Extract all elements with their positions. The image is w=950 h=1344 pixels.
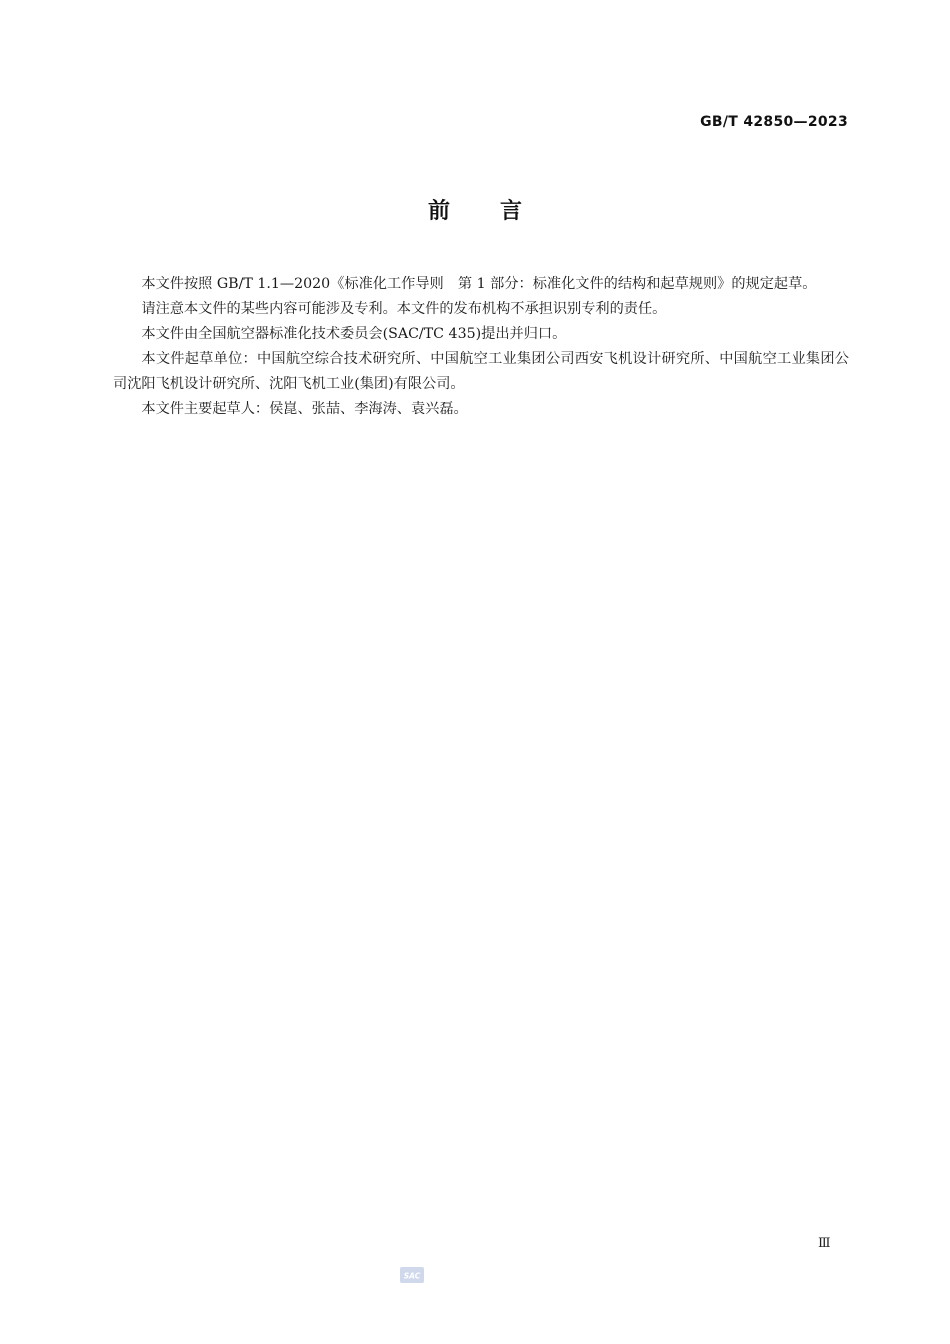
title-char-2: 言	[500, 199, 523, 224]
paragraph-drafters: 本文件主要起草人：侯崑、张喆、李海涛、袁兴磊。	[141, 401, 468, 417]
foreword-body	[113, 272, 849, 422]
svg-text:SAC: SAC	[403, 1271, 421, 1281]
sac-watermark-logo	[399, 1265, 425, 1285]
paragraph-drafting-rules: 本文件按照 GB/T 1.1—2020《标准化工作导则 第 1 部分：标准化文件的结构和起草规则》的规定起草。	[141, 276, 817, 292]
page-title	[0, 194, 950, 225]
title-char-1: 前	[427, 199, 450, 224]
paragraph-patent-notice: 请注意本文件的某些内容可能涉及专利。本文件的发布机构不承担识别专利的责任。	[141, 301, 667, 317]
standard-code: GB/T 42850—2023	[700, 114, 848, 130]
paragraph-committee: 本文件由全国航空器标准化技术委员会(SAC/TC 435)提出并归口。	[141, 326, 567, 342]
paragraph-drafting-units: 本文件起草单位：中国航空综合技术研究所、中国航空工业集团公司西安飞机设计研究所、中国航空工业集团公司沈阳飞机设计研究所、沈阳飞机工业(集团)有限公司。	[113, 351, 849, 392]
page-number: Ⅲ	[818, 1236, 831, 1251]
